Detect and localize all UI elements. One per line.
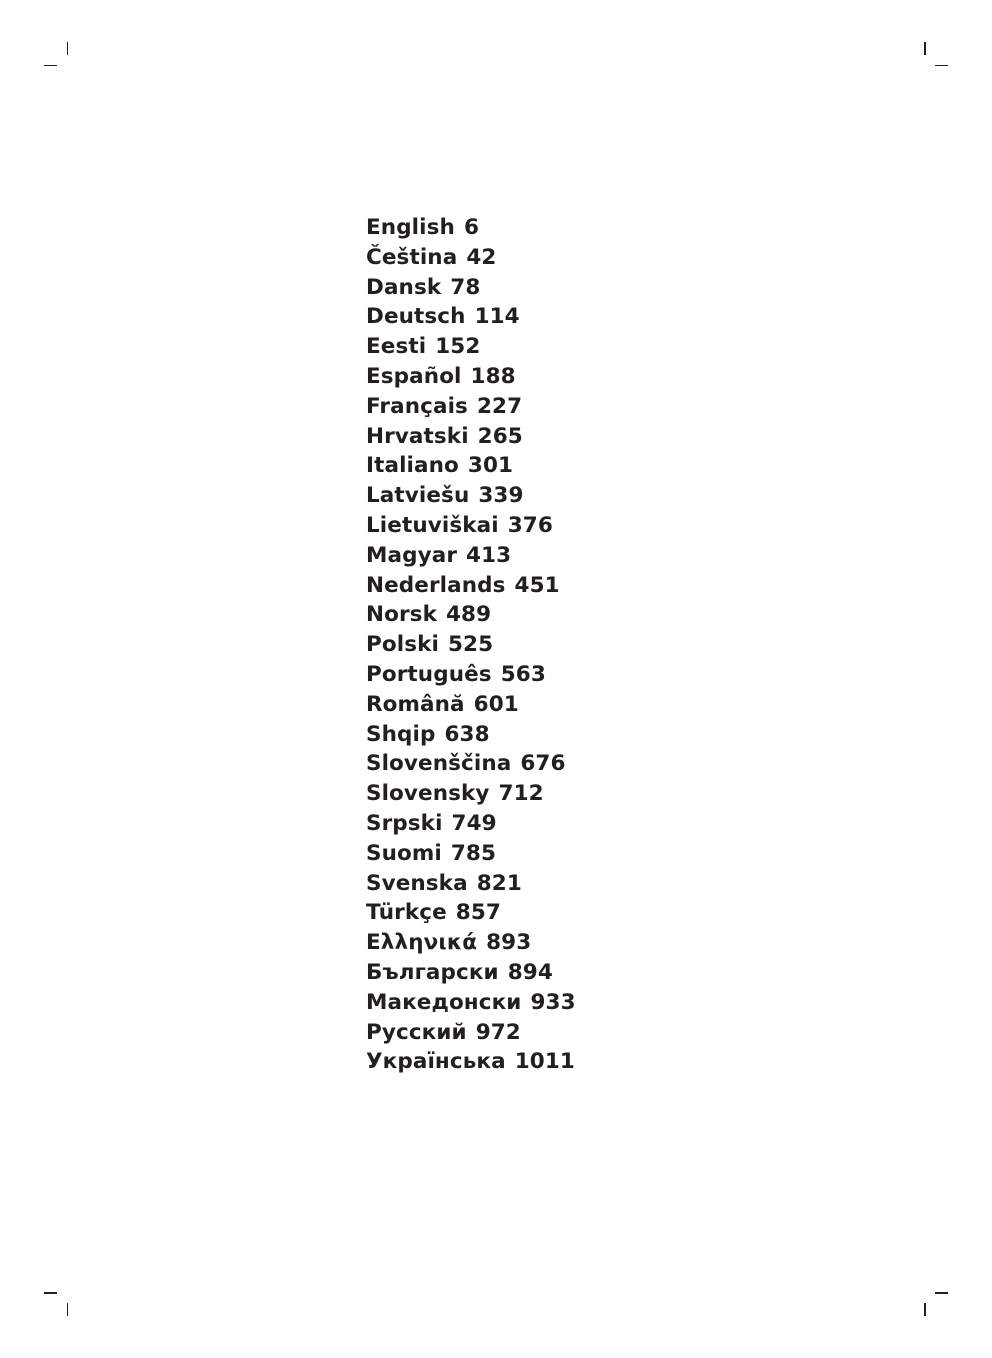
language-page-number: 1011: [514, 1049, 575, 1075]
language-name: Srpski: [366, 810, 443, 836]
language-name: English: [366, 215, 455, 240]
language-name: Latviešu: [366, 483, 470, 509]
language-page-number: 712: [498, 781, 544, 807]
language-name: Slovenščina: [366, 751, 512, 777]
language-index-entry[interactable]: [366, 332, 886, 362]
language-page-number: 563: [500, 661, 546, 687]
language-index-entry[interactable]: [366, 571, 886, 601]
language-index-entry[interactable]: [366, 451, 886, 481]
language-index-entry[interactable]: [366, 392, 886, 422]
language-index-entry[interactable]: [366, 302, 886, 332]
language-name: Suomi: [366, 840, 442, 866]
language-page-number: 42: [466, 244, 497, 270]
language-index-entry[interactable]: [366, 1047, 886, 1077]
language-name: Čeština: [366, 244, 458, 270]
language-name: Lietuviškai: [366, 512, 499, 538]
language-index-entry[interactable]: [366, 243, 886, 273]
crop-mark-bottom-right: [924, 1292, 948, 1316]
language-name: Norsk: [366, 602, 437, 628]
language-name: Deutsch: [366, 304, 466, 330]
language-name: Hrvatski: [366, 423, 469, 449]
language-page-number: 78: [450, 274, 481, 300]
crop-mark-bottom-left: [44, 1292, 68, 1316]
language-page-number: 413: [466, 542, 512, 568]
language-index-entry[interactable]: [366, 869, 886, 899]
language-index-entry[interactable]: [366, 958, 886, 988]
language-name: Eesti: [366, 334, 427, 360]
language-index-entry[interactable]: [366, 779, 886, 809]
language-page-number: 114: [474, 304, 520, 330]
language-name: Български: [366, 959, 499, 985]
language-page-number: 489: [445, 602, 492, 628]
language-index-entry[interactable]: [366, 422, 886, 452]
language-index-entry[interactable]: [366, 749, 886, 779]
language-page-number: 525: [447, 632, 494, 658]
language-name: Polski: [366, 632, 439, 658]
language-name: Nederlands: [366, 572, 506, 598]
language-page-number: 265: [477, 423, 523, 449]
language-index-entry[interactable]: [366, 273, 886, 303]
language-name: Türkçe: [366, 900, 447, 926]
language-page-number: 451: [514, 572, 560, 598]
language-page-number: 339: [478, 483, 524, 509]
language-name: Español: [366, 363, 462, 389]
language-index-entry[interactable]: [366, 839, 886, 869]
language-page-number: 857: [455, 900, 501, 926]
language-index-list: [366, 213, 886, 1077]
language-index-entry[interactable]: [366, 541, 886, 571]
language-page-number: 152: [435, 334, 481, 360]
language-name: Shqip: [366, 721, 436, 747]
language-name: Українська: [366, 1049, 506, 1075]
language-name: Ελληνικά: [366, 930, 478, 956]
language-name: Italiano: [366, 453, 459, 479]
crop-mark-top-right: [924, 42, 948, 66]
language-index-entry[interactable]: [366, 660, 886, 690]
language-index-entry[interactable]: [366, 600, 886, 630]
language-index-entry[interactable]: [366, 898, 886, 928]
crop-mark-top-left: [44, 42, 68, 66]
language-index-entry[interactable]: [366, 481, 886, 511]
language-page-number: 227: [476, 393, 523, 419]
language-page-number: 933: [530, 989, 576, 1015]
language-page-number: 893: [486, 930, 532, 956]
language-index-entry[interactable]: [366, 690, 886, 720]
language-page-number: 785: [450, 840, 497, 866]
language-name: Русский: [366, 1019, 467, 1045]
language-index-entry[interactable]: [366, 213, 886, 243]
language-index-entry[interactable]: [366, 720, 886, 750]
language-page-number: 972: [475, 1019, 521, 1045]
language-page-number: 894: [507, 959, 553, 985]
language-page-number: 301: [467, 453, 514, 479]
language-name: Français: [366, 393, 468, 419]
language-name: Македонски: [366, 989, 522, 1015]
language-name: Dansk: [366, 274, 442, 300]
language-index-entry[interactable]: [366, 809, 886, 839]
language-page-number: 376: [507, 512, 553, 538]
language-page-number: 6: [463, 215, 479, 240]
language-page-number: 676: [520, 751, 566, 777]
language-name: Română: [366, 691, 465, 717]
language-page-number: 638: [444, 721, 490, 747]
language-index-entry[interactable]: [366, 511, 886, 541]
language-name: Svenska: [366, 870, 468, 896]
language-name: Slovensky: [366, 781, 490, 807]
language-index-entry[interactable]: [366, 988, 886, 1018]
language-name: Português: [366, 661, 492, 687]
language-page-number: 601: [473, 691, 519, 717]
language-index-entry[interactable]: [366, 630, 886, 660]
language-name: Magyar: [366, 542, 458, 568]
language-index-entry[interactable]: [366, 928, 886, 958]
language-index-entry[interactable]: [366, 1018, 886, 1048]
language-page-number: 749: [451, 810, 497, 836]
language-page-number: 821: [476, 870, 522, 896]
language-page-number: 188: [470, 363, 516, 389]
language-index-entry[interactable]: [366, 362, 886, 392]
